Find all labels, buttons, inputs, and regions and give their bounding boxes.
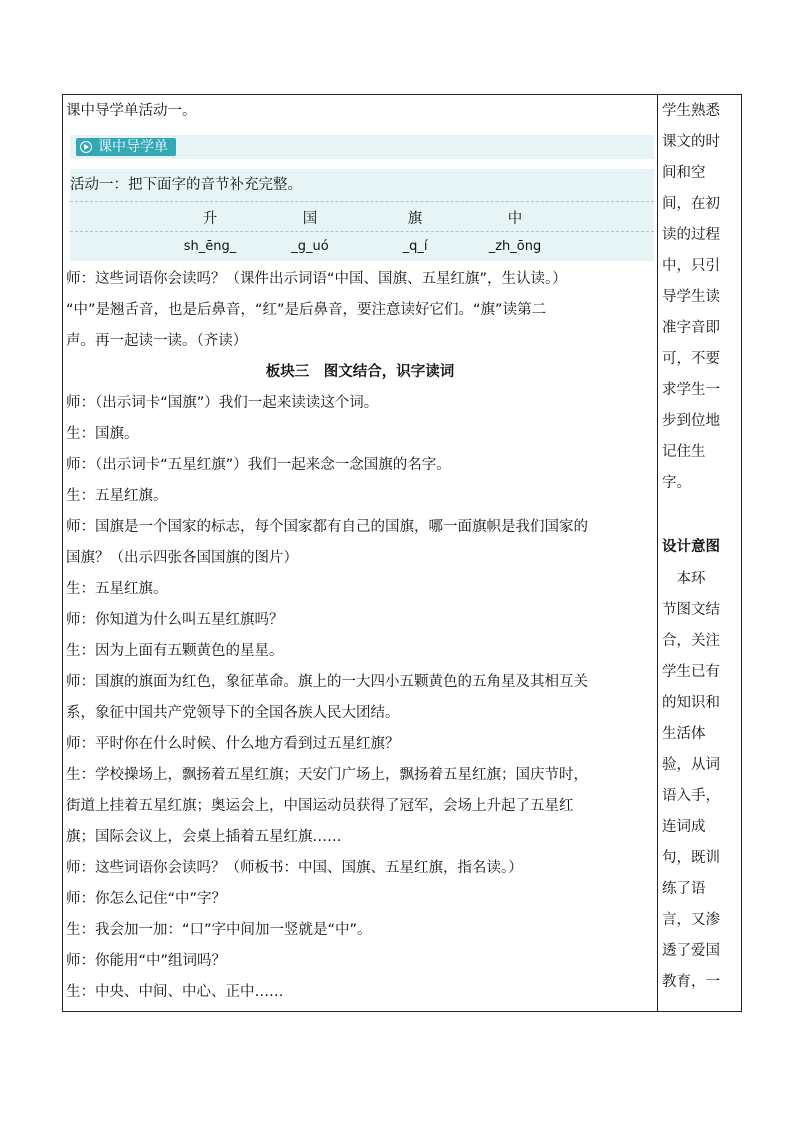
intent-line: 生活体 — [662, 726, 706, 742]
text-line: 师：平时你在什么时候、什么地方看到过五星红旗？ — [66, 736, 400, 752]
note-line: 课文的时 — [662, 134, 720, 150]
pinyin-cell: _zh_ōng — [488, 239, 542, 254]
text-line: 师：国旗是一个国家的标志，每个国家都有自己的国旗，哪一面旗帜是我们国家的 — [66, 519, 588, 535]
text-line: 生：学校操场上，飘扬着五星红旗；天安门广场上，飘扬着五星红旗；国庆节时， — [66, 767, 588, 783]
activity-title: 活动一：把下面字的音节补充完整。 — [70, 177, 302, 193]
text-line: 生：中央、中间、中心、正中…… — [66, 984, 284, 1000]
text-line: 系，象征中国共产党领导下的全国各族人民大团结。 — [66, 705, 400, 721]
intent-line: 验，从词 — [662, 757, 720, 773]
intent-line: 连词成 — [662, 819, 706, 835]
note-line: 学生熟悉 — [662, 103, 720, 119]
intent-line: 句，既训 — [662, 850, 720, 866]
guide-badge — [76, 138, 176, 156]
text-line: 师：你怎么记住“中”字？ — [66, 891, 227, 907]
text-line: 师：你知道为什么叫五星红旗吗？ — [66, 612, 284, 628]
text-line: 生：五星红旗。 — [66, 581, 168, 597]
char-cell: 中 — [507, 211, 523, 227]
note-line: 间，在初 — [662, 196, 720, 212]
intent-line: 透了爱国 — [662, 943, 720, 959]
intent-line: 学生已有 — [662, 664, 720, 680]
text-line: 国旗？（出示四张各国国旗的图片） — [66, 550, 298, 566]
intro-line: 课中导学单活动一。 — [66, 103, 197, 119]
note-line: 准字音即 — [662, 320, 720, 336]
note-line: 可，不要 — [662, 351, 720, 367]
pinyin-cell: sh_ēng_ — [183, 239, 237, 254]
text-line: 师：这些词语你会读吗？（师板书：中国、国旗、五星红旗，指名读。） — [66, 860, 523, 876]
char-cell: 国 — [302, 211, 318, 227]
guide-banner — [70, 135, 654, 159]
intent-line: 本环 — [662, 571, 706, 587]
pinyin-cell: _q_í — [402, 239, 428, 254]
note-line: 导学生读 — [662, 289, 720, 305]
intent-line: 言，又渗 — [662, 912, 720, 928]
section-heading: 板块三 图文结合，识字读词 — [265, 364, 455, 380]
intent-line: 语入手， — [662, 788, 720, 804]
intent-line: 的知识和 — [662, 695, 720, 711]
note-line: 字。 — [662, 475, 691, 491]
char-cell: 升 — [202, 211, 218, 227]
text-line: “中”是翘舌音，也是后鼻音，“红”是后鼻音，要注意读好它们。“旗”读第二 — [66, 302, 547, 318]
note-line: 间和空 — [662, 165, 706, 181]
note-line: 记住生 — [662, 444, 706, 460]
pinyin-cell: _g_uó — [291, 239, 329, 254]
column-divider — [657, 94, 658, 1012]
text-line: 声。再一起读一读。（齐读） — [66, 333, 248, 349]
design-intent-heading: 设计意图 — [662, 539, 720, 555]
intent-line: 节图文结 — [662, 602, 720, 618]
intent-line: 合，关注 — [662, 633, 720, 649]
text-line: 生：国旗。 — [66, 426, 139, 442]
activity-box — [70, 169, 654, 261]
text-line: 街道上挂着五星红旗；奥运会上，中国运动员获得了冠军，会场上升起了五星红 — [66, 798, 574, 814]
text-line: 生：我会加一加：“口”字中间加一竖就是“中”。 — [66, 922, 372, 938]
text-line: 生：因为上面有五颗黄色的星星。 — [66, 643, 284, 659]
note-line: 求学生一 — [662, 382, 720, 398]
text-line: 师：国旗的旗面为红色，象征革命。旗上的一大四小五颗黄色的五角星及其相互关 — [66, 674, 588, 690]
text-line: 师：这些词语你会读吗？（课件出示词语“中国、国旗、五星红旗”，生认读。） — [66, 271, 567, 287]
text-line: 旗；国际会议上，会桌上插着五星红旗…… — [66, 829, 342, 845]
char-cell: 旗 — [407, 211, 423, 227]
intent-line: 教育，一 — [662, 974, 720, 990]
text-line: 师：（出示词卡“国旗”）我们一起来读读这个词。 — [66, 395, 379, 411]
text-line: 师：（出示词卡“五星红旗”）我们一起来念一念国旗的名字。 — [66, 457, 451, 473]
banner-label: 课中导学单 — [98, 139, 168, 155]
text-line: 生：五星红旗。 — [66, 488, 168, 504]
activity-divider — [70, 231, 654, 232]
note-line: 中，只引 — [662, 258, 720, 274]
intent-line: 练了语 — [662, 881, 706, 897]
activity-divider — [70, 201, 654, 202]
note-line: 读的过程 — [662, 227, 720, 243]
note-line: 步到位地 — [662, 413, 720, 429]
text-line: 师：你能用“中”组词吗？ — [66, 953, 227, 969]
play-icon — [80, 141, 92, 153]
